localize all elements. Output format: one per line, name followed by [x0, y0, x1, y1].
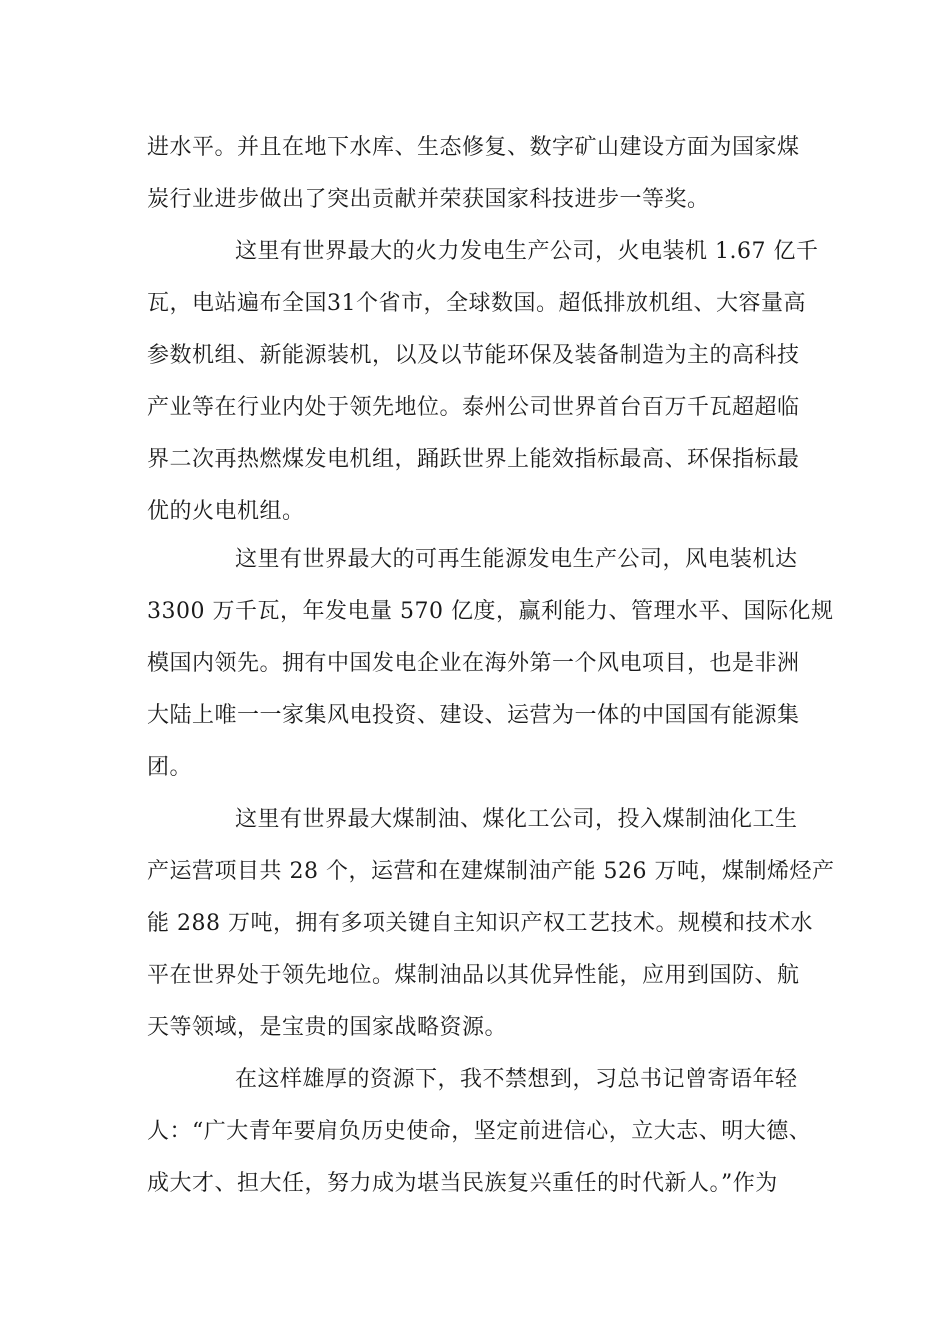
text-line: 进水平。并且在地下水库、生态修复、数字矿山建设方面为国家煤	[147, 135, 800, 160]
text-line: 产业等在行业内处于领先地位。泰州公司世界首台百万千瓦超超临	[147, 395, 800, 420]
text-line: 团。	[147, 755, 193, 780]
text-line: 模国内领先。拥有中国发电企业在海外第一个风电项目，也是非洲	[147, 651, 800, 676]
text-line: 能 288 万吨，拥有多项关键自主知识产权工艺技术。规模和技术水	[147, 911, 813, 936]
paragraph-first-line: 这里有世界最大的可再生能源发电生产公司，风电装机达	[235, 547, 798, 572]
text-line: 天等领域，是宝贵的国家战略资源。	[147, 1015, 508, 1040]
text-line: 大陆上唯一一家集风电投资、建设、运营为一体的中国国有能源集	[147, 703, 800, 728]
text-line: 炭行业进步做出了突出贡献并荣获国家科技进步一等奖。	[147, 187, 710, 212]
text-line: 界二次再热燃煤发电机组，踊跃世界上能效指标最高、环保指标最	[147, 447, 800, 472]
text-line: 平在世界处于领先地位。煤制油品以其优异性能，应用到国防、航	[147, 963, 800, 988]
paragraph-first-line: 这里有世界最大的火力发电生产公司，火电装机 1.67 亿千	[235, 239, 819, 264]
paragraph-first-line: 这里有世界最大煤制油、煤化工公司，投入煤制油化工生	[235, 807, 798, 832]
text-line: 参数机组、新能源装机，以及以节能环保及装备制造为主的高科技	[147, 343, 800, 368]
paragraph-first-line: 在这样雄厚的资源下，我不禁想到，习总书记曾寄语年轻	[235, 1067, 798, 1092]
text-line: 人：“广大青年要肩负历史使命，坚定前进信心，立大志、明大德、	[147, 1119, 812, 1144]
text-line: 优的火电机组。	[147, 499, 305, 524]
text-line: 瓦，电站遍布全国31个省市，全球数国。超低排放机组、大容量高	[147, 291, 806, 316]
text-line: 产运营项目共 28 个，运营和在建煤制油产能 526 万吨，煤制烯烃产	[147, 859, 835, 884]
text-line: 3300 万千瓦，年发电量 570 亿度，赢利能力、管理水平、国际化规	[147, 599, 834, 624]
text-line: 成大才、担大任，努力成为堪当民族复兴重任的时代新人。”作为	[147, 1171, 778, 1196]
